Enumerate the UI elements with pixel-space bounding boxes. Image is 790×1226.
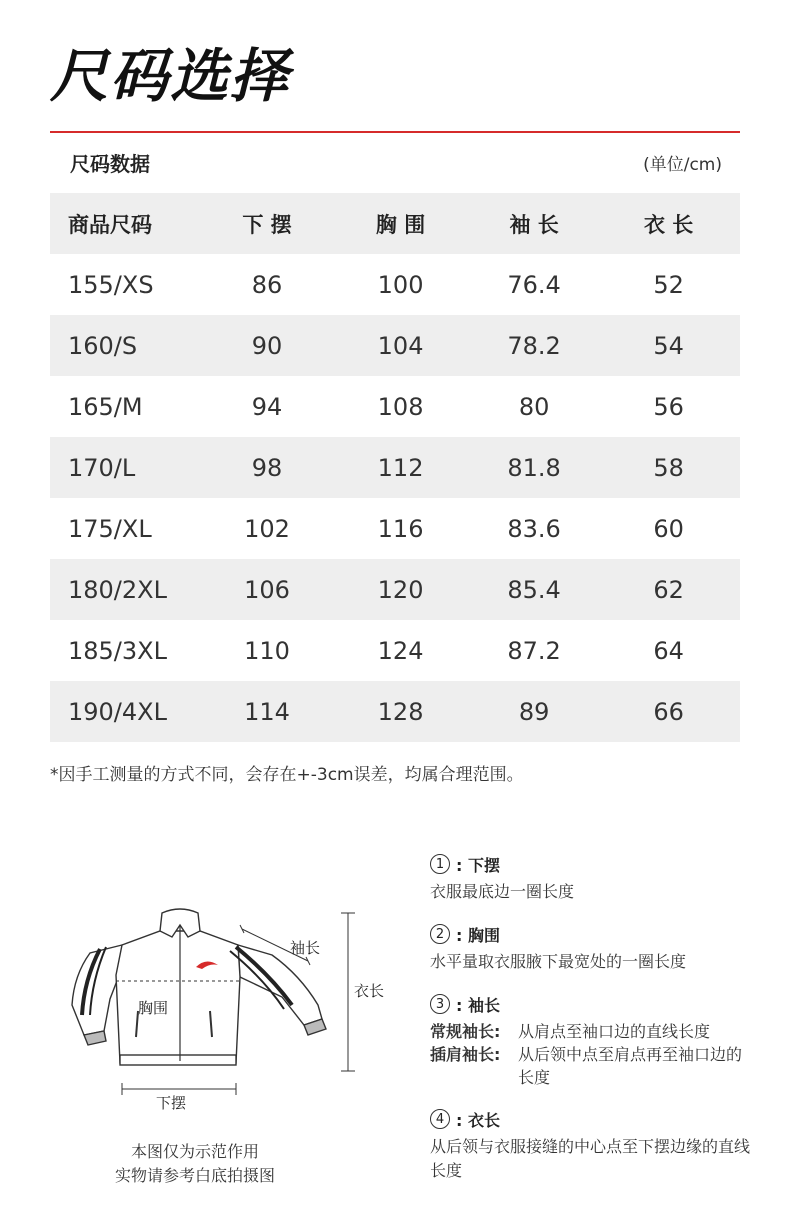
legend-desc: 从后领与衣服接缝的中心点至下摆边缘的直线长度 <box>430 1137 751 1180</box>
raglan-sleeve-row <box>430 1043 750 1089</box>
cell-length: 62 <box>653 575 684 604</box>
chest-label: 胸围 <box>138 999 169 1017</box>
caption-line-1: 本图仅为示范作用 <box>130 1142 259 1161</box>
sub-val: 从后领中点至肩点再至袖口边的长度 <box>518 1045 743 1087</box>
number-badge: 2 <box>430 924 450 944</box>
diagram-caption <box>90 1140 300 1188</box>
cell-chest: 112 <box>377 453 424 482</box>
regular-sleeve-row <box>430 1020 750 1043</box>
header-size: 商品尺码 <box>68 212 152 237</box>
cell-hem: 102 <box>244 514 290 543</box>
cell-chest: 120 <box>377 575 424 604</box>
header-hem: 下 摆 <box>242 212 292 237</box>
size-table <box>50 193 740 742</box>
table-row <box>50 498 740 559</box>
cell-chest: 100 <box>377 270 424 299</box>
cell-size: 170/L <box>68 453 136 482</box>
table-row <box>50 559 740 620</box>
table-row <box>50 315 740 376</box>
legend-title: : 袖长 <box>456 995 500 1015</box>
cell-length: 58 <box>653 453 684 482</box>
page-title: 尺码选择 <box>50 42 291 110</box>
legend-desc: 衣服最底边一圈长度 <box>430 882 575 901</box>
cell-chest: 108 <box>377 392 424 421</box>
cell-size: 185/3XL <box>68 636 167 665</box>
cell-size: 190/4XL <box>68 697 167 726</box>
cell-hem: 98 <box>251 453 283 482</box>
legend-item-hem <box>430 852 750 904</box>
cell-hem: 106 <box>244 575 290 604</box>
table-row <box>50 437 740 498</box>
table-row <box>50 376 740 437</box>
cell-chest: 128 <box>377 697 424 726</box>
measurement-legend <box>430 852 750 1201</box>
jacket-body <box>116 931 240 1063</box>
cell-sleeve: 89 <box>518 697 550 726</box>
cell-sleeve: 80 <box>518 392 550 421</box>
cell-hem: 86 <box>251 270 283 299</box>
cell-sleeve: 76.4 <box>507 270 561 299</box>
legend-item-length <box>430 1107 750 1183</box>
table-header-row <box>50 193 740 254</box>
cell-chest: 124 <box>377 636 424 665</box>
cell-length: 54 <box>653 331 684 360</box>
table-row <box>50 254 740 315</box>
cell-length: 52 <box>653 270 684 299</box>
legend-title: : 下摆 <box>456 855 500 875</box>
cell-length: 64 <box>653 636 684 665</box>
cell-length: 60 <box>653 514 684 543</box>
sub-key: 常规袖长: <box>430 1022 501 1041</box>
cell-chest: 104 <box>377 331 424 360</box>
cell-length: 56 <box>653 392 684 421</box>
cell-sleeve: 78.2 <box>507 331 561 360</box>
cell-hem: 110 <box>244 636 290 665</box>
unit-label: (单位/cm) <box>643 155 722 175</box>
cell-size: 160/S <box>68 331 138 360</box>
cell-size: 175/XL <box>68 514 152 543</box>
header-sleeve: 袖 长 <box>509 212 559 237</box>
cell-sleeve: 85.4 <box>507 575 561 604</box>
cell-sleeve: 83.6 <box>507 514 561 543</box>
table-row <box>50 681 740 742</box>
header-chest: 胸 围 <box>375 212 426 237</box>
length-label: 衣长 <box>354 982 385 1000</box>
cell-size: 155/XS <box>68 270 154 299</box>
title-divider <box>50 131 740 133</box>
legend-title: : 胸围 <box>456 925 500 945</box>
number-badge: 4 <box>430 1109 450 1129</box>
hem-band <box>120 1055 236 1065</box>
cell-size: 180/2XL <box>68 575 167 604</box>
cell-length: 66 <box>653 697 684 726</box>
table-row <box>50 620 740 681</box>
measurement-note: *因手工测量的方式不同，会存在+-3cm误差，均属合理范围。 <box>50 765 524 785</box>
sleeve-label: 袖长 <box>290 939 321 957</box>
number-badge: 3 <box>430 994 450 1014</box>
caption-line-2: 实物请参考白底拍摄图 <box>114 1166 275 1185</box>
cell-sleeve: 81.8 <box>507 453 561 482</box>
legend-desc: 水平量取衣服腋下最宽处的一圈长度 <box>430 952 687 971</box>
cell-size: 165/M <box>68 392 143 421</box>
number-badge: 1 <box>430 854 450 874</box>
hem-label: 下摆 <box>156 1094 187 1112</box>
header-length: 衣 长 <box>643 212 694 237</box>
section-heading: 尺码数据 <box>70 152 150 176</box>
cell-hem: 90 <box>251 331 283 360</box>
cell-hem: 94 <box>251 392 283 421</box>
sub-val: 从肩点至袖口边的直线长度 <box>518 1022 711 1041</box>
sub-key: 插肩袖长: <box>430 1045 501 1064</box>
legend-item-chest <box>430 922 750 974</box>
cell-sleeve: 87.2 <box>507 636 561 665</box>
legend-title: : 衣长 <box>456 1110 500 1130</box>
legend-item-sleeve <box>430 992 750 1089</box>
cell-hem: 114 <box>244 697 290 726</box>
cell-chest: 116 <box>377 514 424 543</box>
jacket-diagram <box>60 895 400 1125</box>
